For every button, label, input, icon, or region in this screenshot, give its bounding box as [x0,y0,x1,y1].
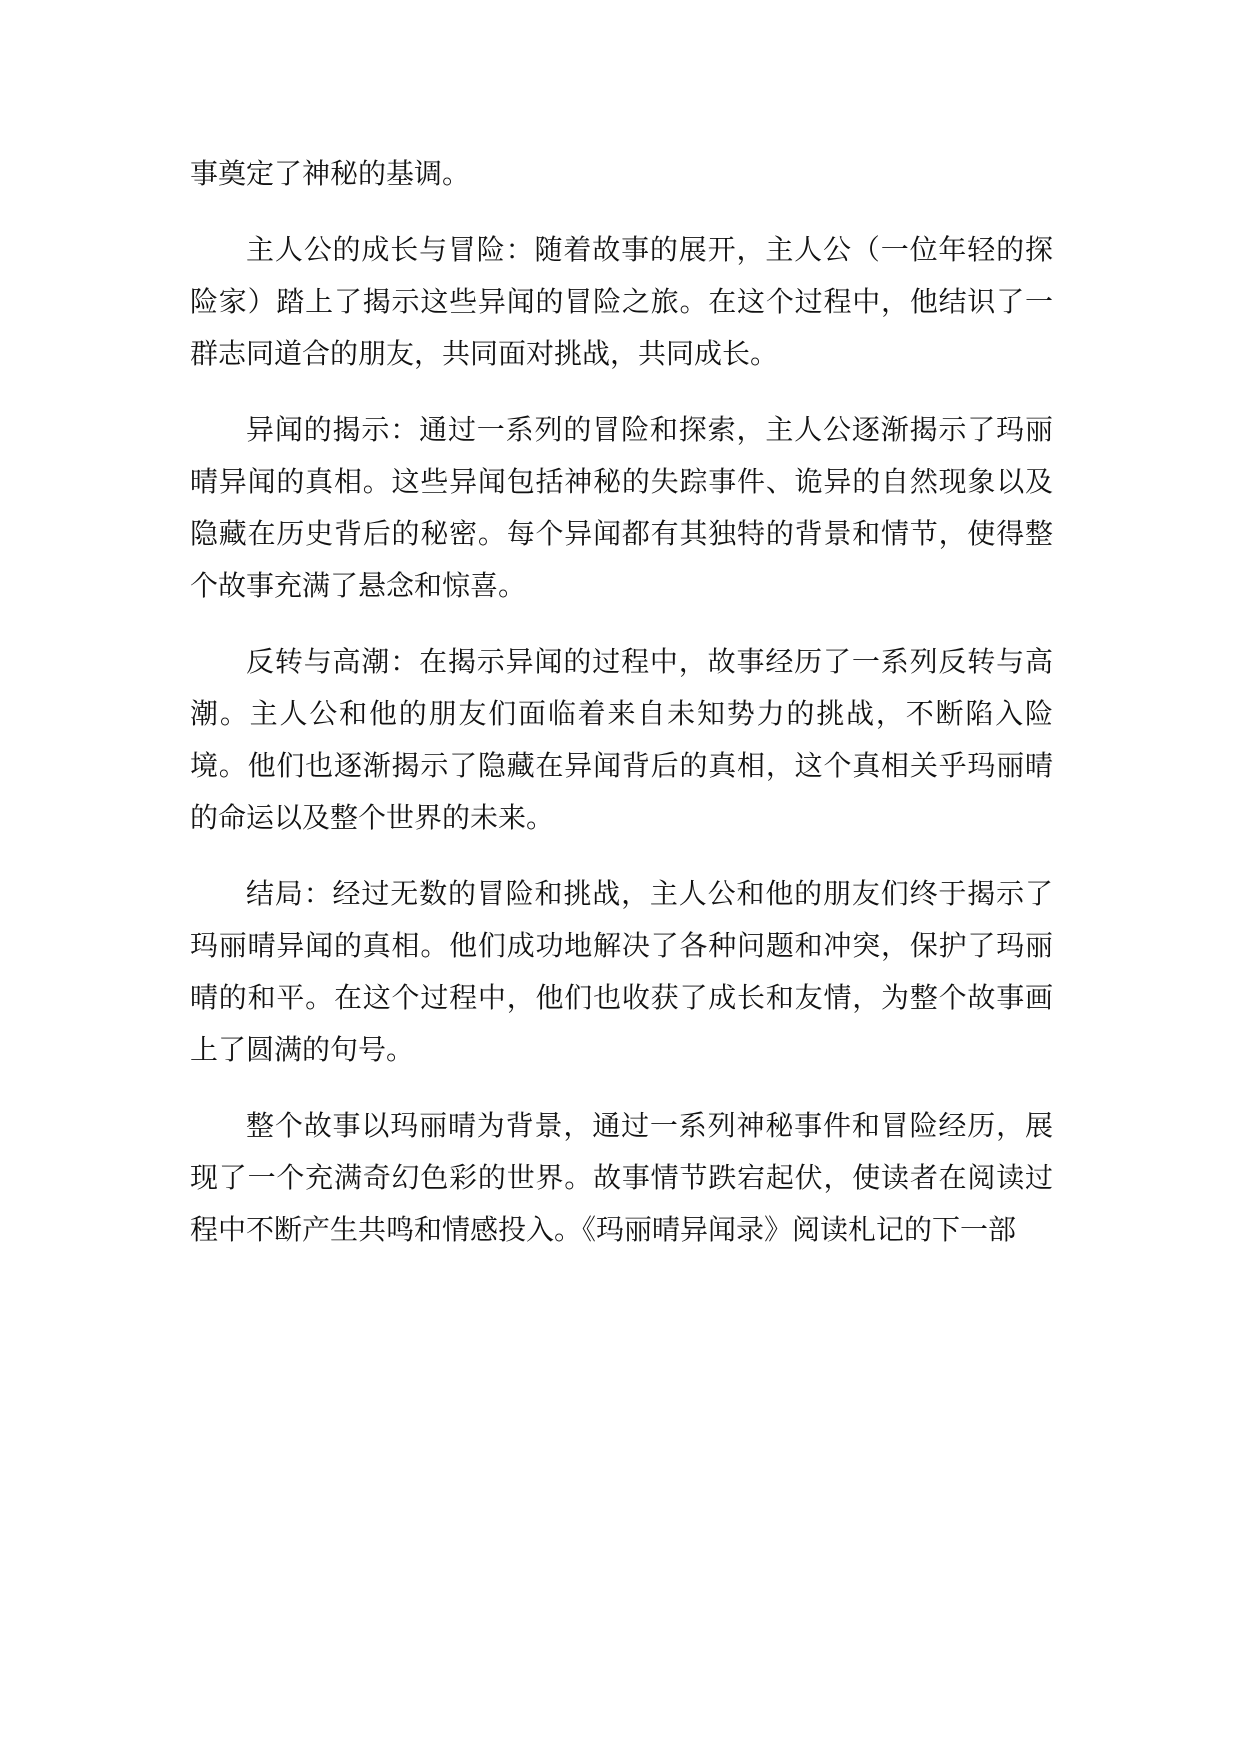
paragraph-mystery-reveal: 异闻的揭示：通过一系列的冒险和探索，主人公逐渐揭示了玛丽晴异闻的真相。这些异闻包括神秘的失踪事件、诡异的自然现象以及隐藏在历史背后的秘密。每个异闻都有其独特的背景和情节，使得整个故事充满了悬念和惊喜。 [190,413,1053,602]
body-text [190,148,1053,1256]
paragraph-summary: 整个故事以玛丽晴为背景，通过一系列神秘事件和冒险经历，展现了一个充满奇幻色彩的世界。故事情节跌宕起伏，使读者在阅读过程中不断产生共鸣和情感投入。《玛丽晴异闻录》阅读札记的下一部 [190,1109,1053,1246]
paragraph-continuation: 事奠定了神秘的基调。 [190,157,471,190]
paragraph-twist-climax: 反转与高潮：在揭示异闻的过程中，故事经历了一系列反转与高潮。主人公和他的朋友们面临着来自未知势力的挑战，不断陷入险境。他们也逐渐揭示了隐藏在异闻背后的真相，这个真相关乎玛丽晴的命运以及整个世界的未来。 [190,645,1053,834]
paragraph-protagonist-growth: 主人公的成长与冒险：随着故事的展开，主人公（一位年轻的探险家）踏上了揭示这些异闻的冒险之旅。在这个过程中，他结识了一群志同道合的朋友，共同面对挑战，共同成长。 [190,233,1053,370]
paragraph-ending: 结局：经过无数的冒险和挑战，主人公和他的朋友们终于揭示了玛丽晴异闻的真相。他们成功地解决了各种问题和冲突，保护了玛丽晴的和平。在这个过程中，他们也收获了成长和友情，为整个故事画上了圆满的句号。 [190,877,1053,1066]
